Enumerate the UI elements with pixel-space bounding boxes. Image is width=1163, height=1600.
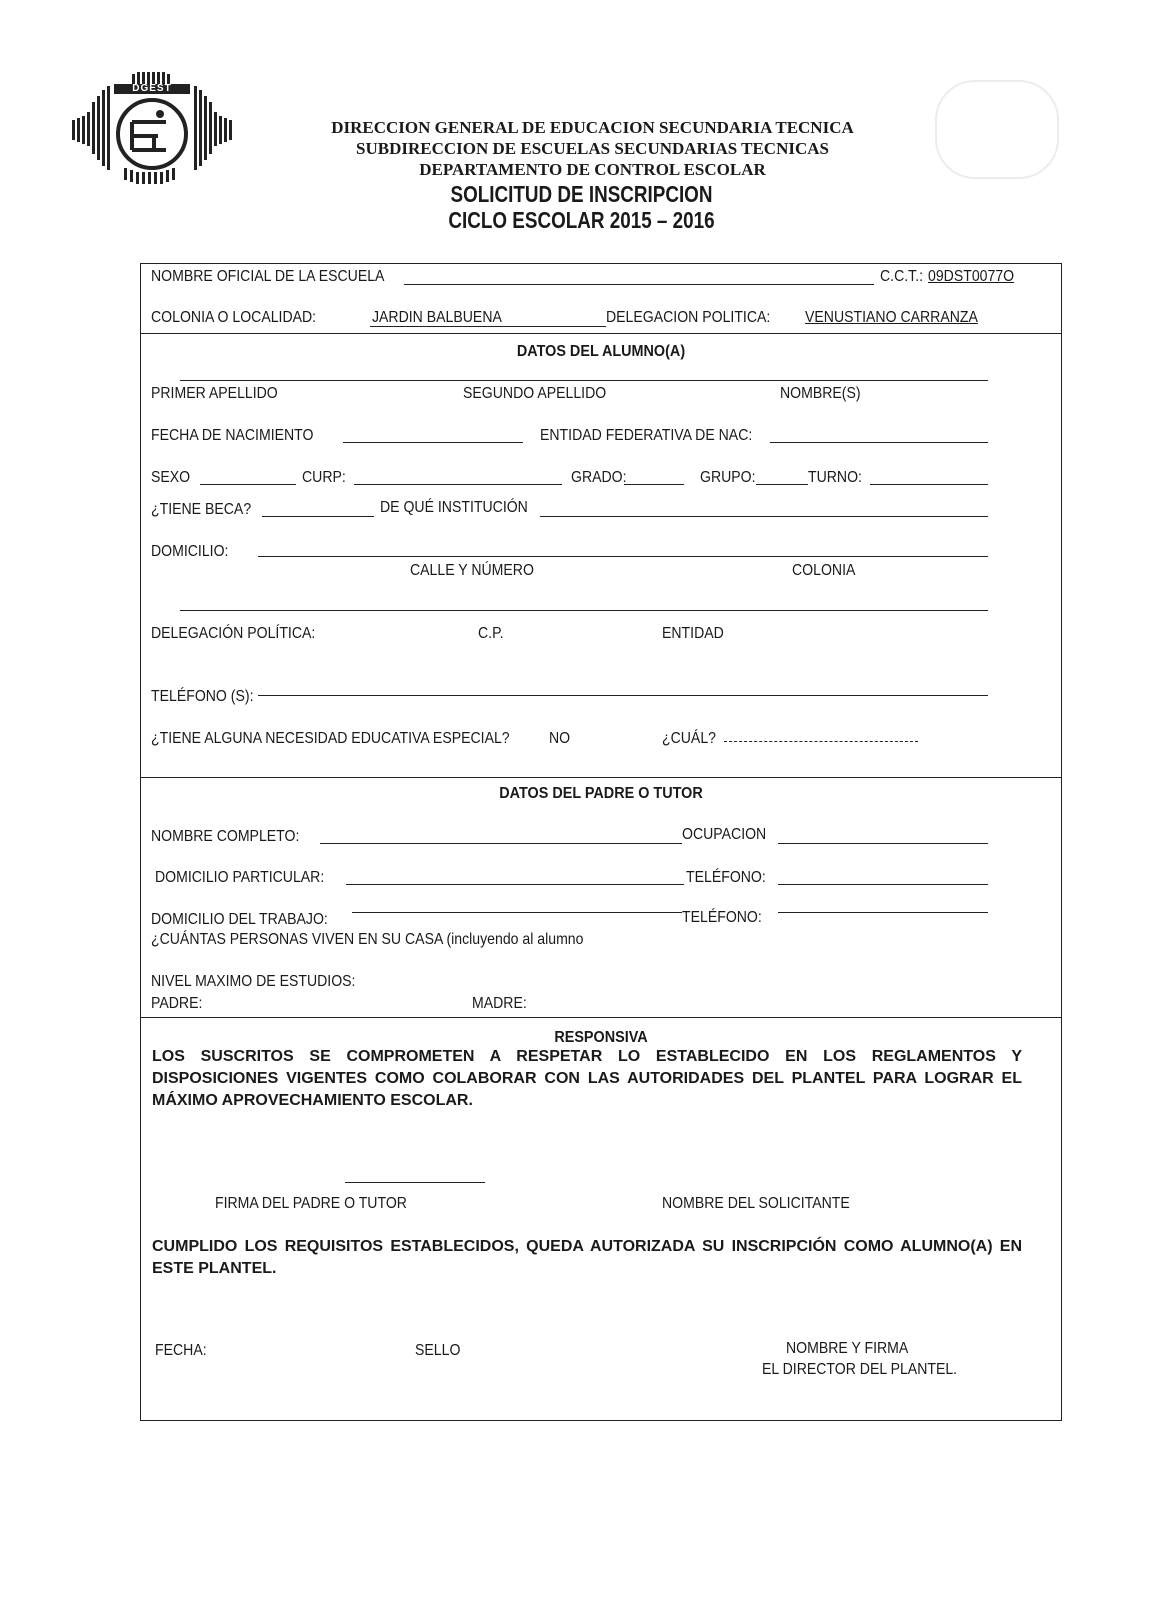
nombres-label: NOMBRE(S) [780,385,861,402]
grado-label: GRADO: [571,469,627,486]
necesidad-value: NO [549,730,571,747]
grupo-field[interactable] [756,484,808,485]
curp-field[interactable] [354,484,562,485]
cct-value: 09DST0077O [928,268,1015,285]
parent-nombre-label: NOMBRE COMPLETO: [151,828,300,845]
institucion-field[interactable] [540,516,988,517]
turno-field[interactable] [870,484,988,485]
cual-label: ¿CUÁL? [662,730,716,747]
header-line2: SUBDIRECCION DE ESCUELAS SECUNDARIAS TECNICAS [356,139,829,158]
entidad-nac-field[interactable] [770,442,988,443]
domicilio-particular-label: DOMICILIO PARTICULAR: [155,869,325,886]
delegacion-value: VENUSTIANO CARRANZA [805,309,978,326]
sexo-label: SEXO [151,469,191,486]
nivel-label: NIVEL MAXIMO DE ESTUDIOS: [151,973,356,990]
domicilio-trabajo-field[interactable] [352,912,682,913]
colonia-student-label: COLONIA [792,562,856,579]
ocupacion-field[interactable] [778,843,988,844]
form-title: SOLICITUD DE INSCRIPCION [450,181,713,207]
telefono-field[interactable] [258,695,988,696]
telefono1-field[interactable] [778,884,988,885]
colonia-value: JARDIN BALBUENA [372,309,502,326]
nombre-firma-label: NOMBRE Y FIRMA [786,1340,909,1357]
fecha-nac-label: FECHA DE NACIMIENTO [151,427,314,444]
calle-label: CALLE Y NÚMERO [410,562,534,579]
telefono2-field[interactable] [778,912,988,913]
grupo-label: GRUPO: [700,469,756,486]
cumplido-text: CUMPLIDO LOS REQUISITOS ESTABLECIDOS, QUEDA AUTORIZADA SU INSCRIPCIÓN COMO ALUMNO(A) EN ESTE PLANTEL. [152,1238,1022,1277]
school-name-field[interactable] [404,284,874,285]
domicilio-field[interactable] [258,556,988,557]
fecha-label: FECHA: [155,1342,207,1359]
sello-label: SELLO [415,1342,461,1359]
turno-label: TURNO: [808,469,862,486]
cycle-wrap [0,207,1163,234]
responsiva-title: RESPONSIVA [554,1029,648,1046]
parent-nombre-field[interactable] [320,843,682,844]
padre-label: PADRE: [151,995,203,1012]
necesidad-label: ¿TIENE ALGUNA NECESIDAD EDUCATIVA ESPECIAL? [151,730,510,747]
curp-label: CURP: [302,469,346,486]
cct-label: C.C.T.: [880,268,924,285]
school-cycle: CICLO ESCOLAR 2015 – 2016 [448,207,715,233]
student-name-field[interactable] [180,380,988,381]
domicilio-particular-field[interactable] [346,884,684,885]
logo-text: DGEST [132,83,172,94]
madre-label: MADRE: [472,995,527,1012]
delegacion-label: DELEGACION POLITICA: [606,309,771,326]
telefono-label: TELÉFONO (S): [151,688,254,705]
beca-label: ¿TIENE BECA? [151,501,252,518]
cp-label: C.P. [478,625,504,642]
firma-padre-line[interactable] [345,1182,485,1183]
segundo-apellido-label: SEGUNDO APELLIDO [463,385,607,402]
form-title-wrap [0,181,1163,208]
student-section-title: DATOS DEL ALUMNO(A) [516,343,686,360]
telefono1-label: TELÉFONO: [686,869,766,886]
domicilio-line2-field[interactable] [180,610,988,611]
delegacion-student-label: DELEGACIÓN POLÍTICA: [151,625,316,642]
nombre-solicitante-label: NOMBRE DEL SOLICITANTE [662,1195,850,1212]
fecha-nac-field[interactable] [343,442,523,443]
colonia-label: COLONIA O LOCALIDAD: [151,309,317,326]
personas-label: ¿CUÁNTAS PERSONAS VIVEN EN SU CASA (incluyendo al alumno [151,931,584,948]
institucion-label: DE QUÉ INSTITUCIÓN [380,499,528,516]
divider-student [140,777,1062,778]
entidad-nac-label: ENTIDAD FEDERATIVA DE NAC: [540,427,753,444]
cual-field[interactable] [724,741,918,742]
beca-field[interactable] [262,516,374,517]
parent-section-title: DATOS DEL PADRE O TUTOR [499,785,703,802]
telefono2-label: TELÉFONO: [682,909,762,926]
primer-apellido-label: PRIMER APELLIDO [151,385,278,402]
domicilio-label: DOMICILIO: [151,543,229,560]
entidad-label: ENTIDAD [662,625,724,642]
sexo-field[interactable] [200,484,296,485]
divider-parent [140,1017,1062,1018]
school-name-label: NOMBRE OFICIAL DE LA ESCUELA [151,268,385,285]
header-line1: DIRECCION GENERAL DE EDUCACION SECUNDARIA TECNICA [331,118,854,137]
header-line3: DEPARTAMENTO DE CONTROL ESCOLAR [419,160,766,179]
grado-field[interactable] [624,484,684,485]
responsiva-text: LOS SUSCRITOS SE COMPROMETEN A RESPETAR LO ESTABLECIDO EN LOS REGLAMENTOS Y DISPOSICIONES VIGENTES COMO COLABORAR CON LAS AUTORIDADES DEL PLANTEL PARA LOGRAR EL MÁXIMO APROVECHAMIENTO ESCOLAR. [152,1048,1022,1109]
firma-padre-label: FIRMA DEL PADRE O TUTOR [215,1195,407,1212]
ocupacion-label: OCUPACION [682,826,767,843]
divider-school [140,333,1062,334]
director-label: EL DIRECTOR DEL PLANTEL. [762,1361,958,1378]
domicilio-trabajo-label: DOMICILIO DEL TRABAJO: [151,911,328,928]
